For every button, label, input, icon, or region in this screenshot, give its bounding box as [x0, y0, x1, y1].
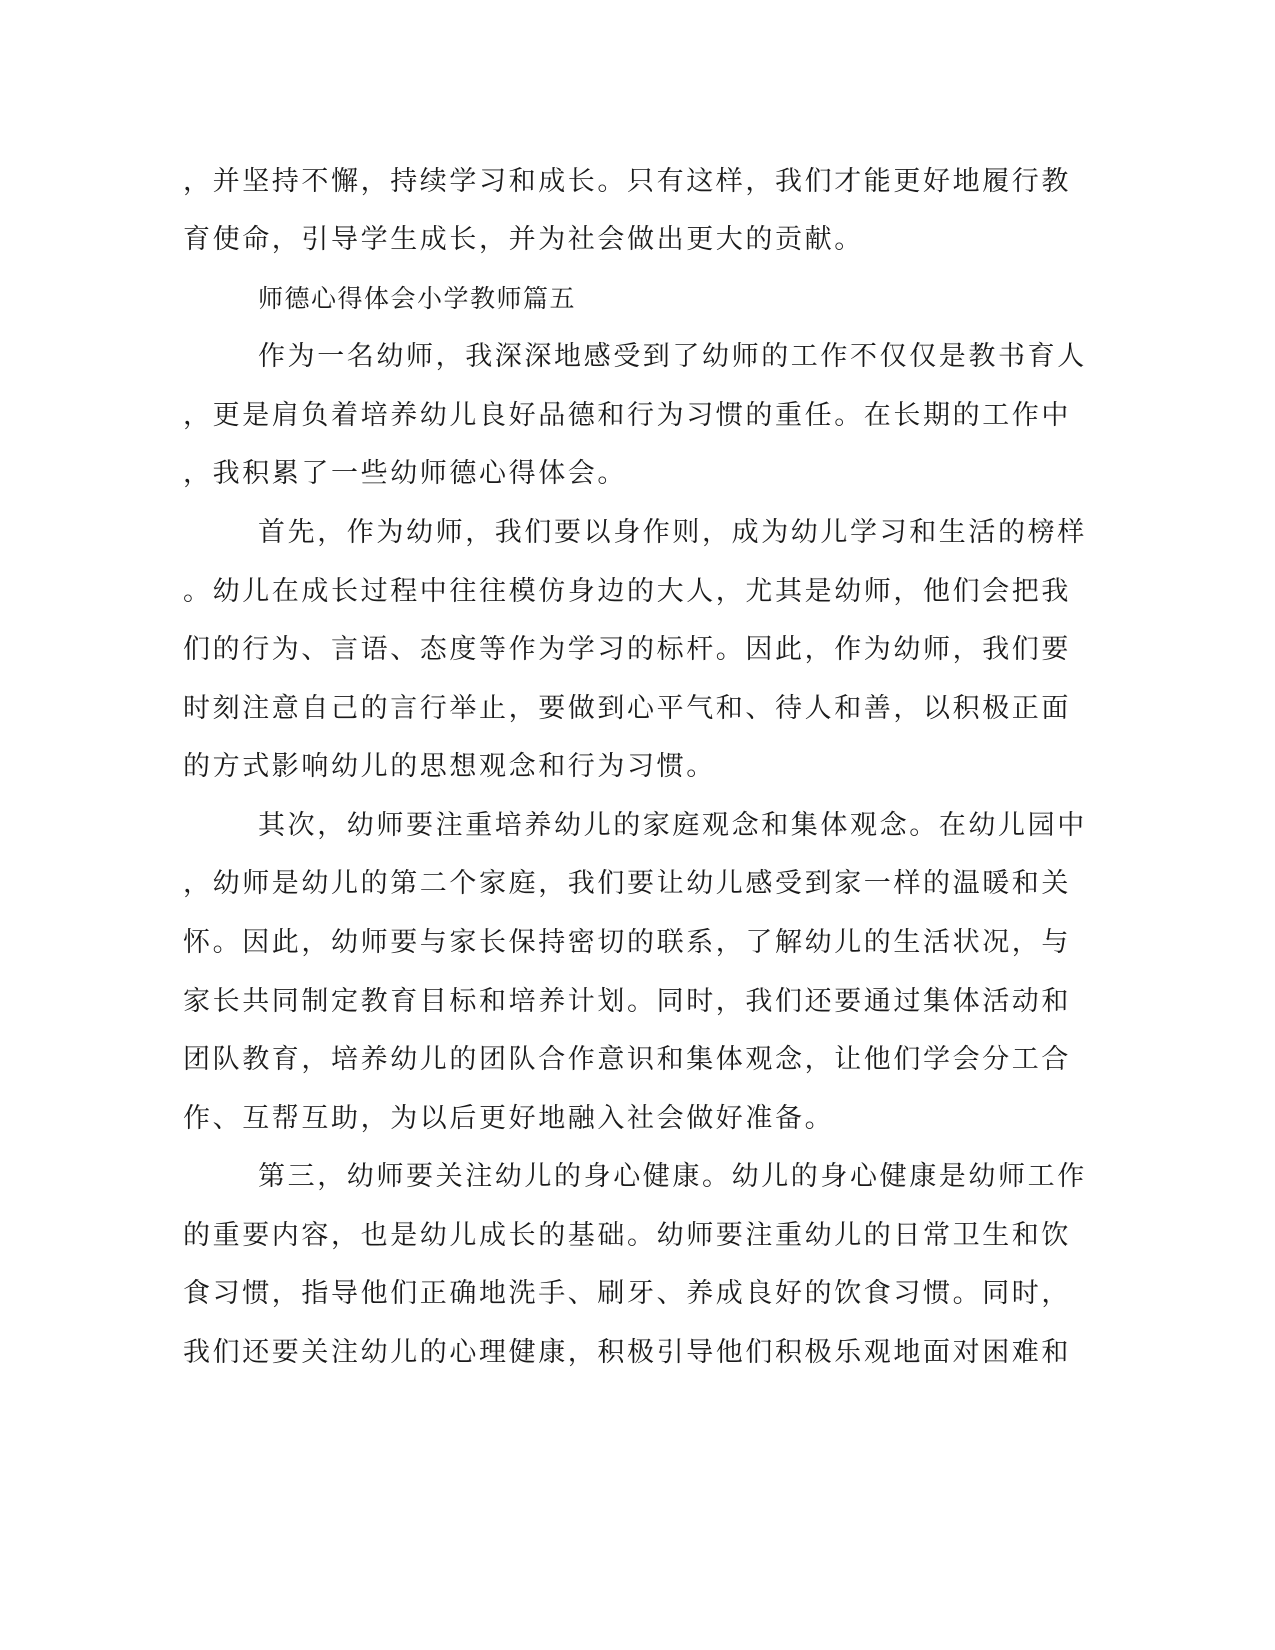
paragraph-line: 我们还要关注幼儿的心理健康，积极引导他们积极乐观地面对困难和 — [183, 1337, 1071, 1368]
paragraph-line: 家长共同制定教育目标和培养计划。同时，我们还要通过集体活动和 — [183, 986, 1071, 1017]
paragraph-line: 的重要内容，也是幼儿成长的基础。幼师要注重幼儿的日常卫生和饮 — [183, 1220, 1071, 1251]
paragraph-line: 时刻注意自己的言行举止，要做到心平气和、待人和善，以积极正面 — [183, 693, 1071, 724]
paragraph-line: 们的行为、言语、态度等作为学习的标杆。因此，作为幼师，我们要 — [183, 634, 1071, 665]
paragraph-line: 作、互帮互助，为以后更好地融入社会做好准备。 — [183, 1103, 835, 1134]
paragraph-line: 团队教育，培养幼儿的团队合作意识和集体观念，让他们学会分工合 — [183, 1044, 1071, 1075]
paragraph-line: 。幼儿在成长过程中往往模仿身边的大人，尤其是幼师，他们会把我 — [183, 576, 1071, 607]
paragraph-line: 首先，作为幼师，我们要以身作则，成为幼儿学习和生活的榜样 — [258, 517, 1087, 548]
paragraph-line: 的方式影响幼儿的思想观念和行为习惯。 — [183, 751, 716, 782]
paragraph-line: 第三，幼师要关注幼儿的身心健康。幼儿的身心健康是幼师工作 — [258, 1161, 1087, 1192]
section-heading: 师德心得体会小学教师篇五 — [258, 284, 577, 313]
paragraph-line: ，并坚持不懈，持续学习和成长。只有这样，我们才能更好地履行教 — [183, 166, 1071, 197]
paragraph-line: ，幼师是幼儿的第二个家庭，我们要让幼儿感受到家一样的温暖和关 — [183, 868, 1071, 899]
paragraph-line: 育使命，引导学生成长，并为社会做出更大的贡献。 — [183, 224, 864, 255]
paragraph-line: 其次，幼师要注重培养幼儿的家庭观念和集体观念。在幼儿园中 — [258, 810, 1087, 841]
paragraph-line: ，更是肩负着培养幼儿良好品德和行为习惯的重任。在长期的工作中 — [183, 400, 1071, 431]
paragraph-line: ，我积累了一些幼师德心得体会。 — [183, 458, 627, 489]
paragraph-line: 怀。因此，幼师要与家长保持密切的联系，了解幼儿的生活状况，与 — [183, 927, 1071, 958]
paragraph-line: 食习惯，指导他们正确地洗手、刷牙、养成良好的饮食习惯。同时， — [183, 1278, 1071, 1309]
paragraph-line: 作为一名幼师，我深深地感受到了幼师的工作不仅仅是教书育人 — [258, 341, 1087, 372]
